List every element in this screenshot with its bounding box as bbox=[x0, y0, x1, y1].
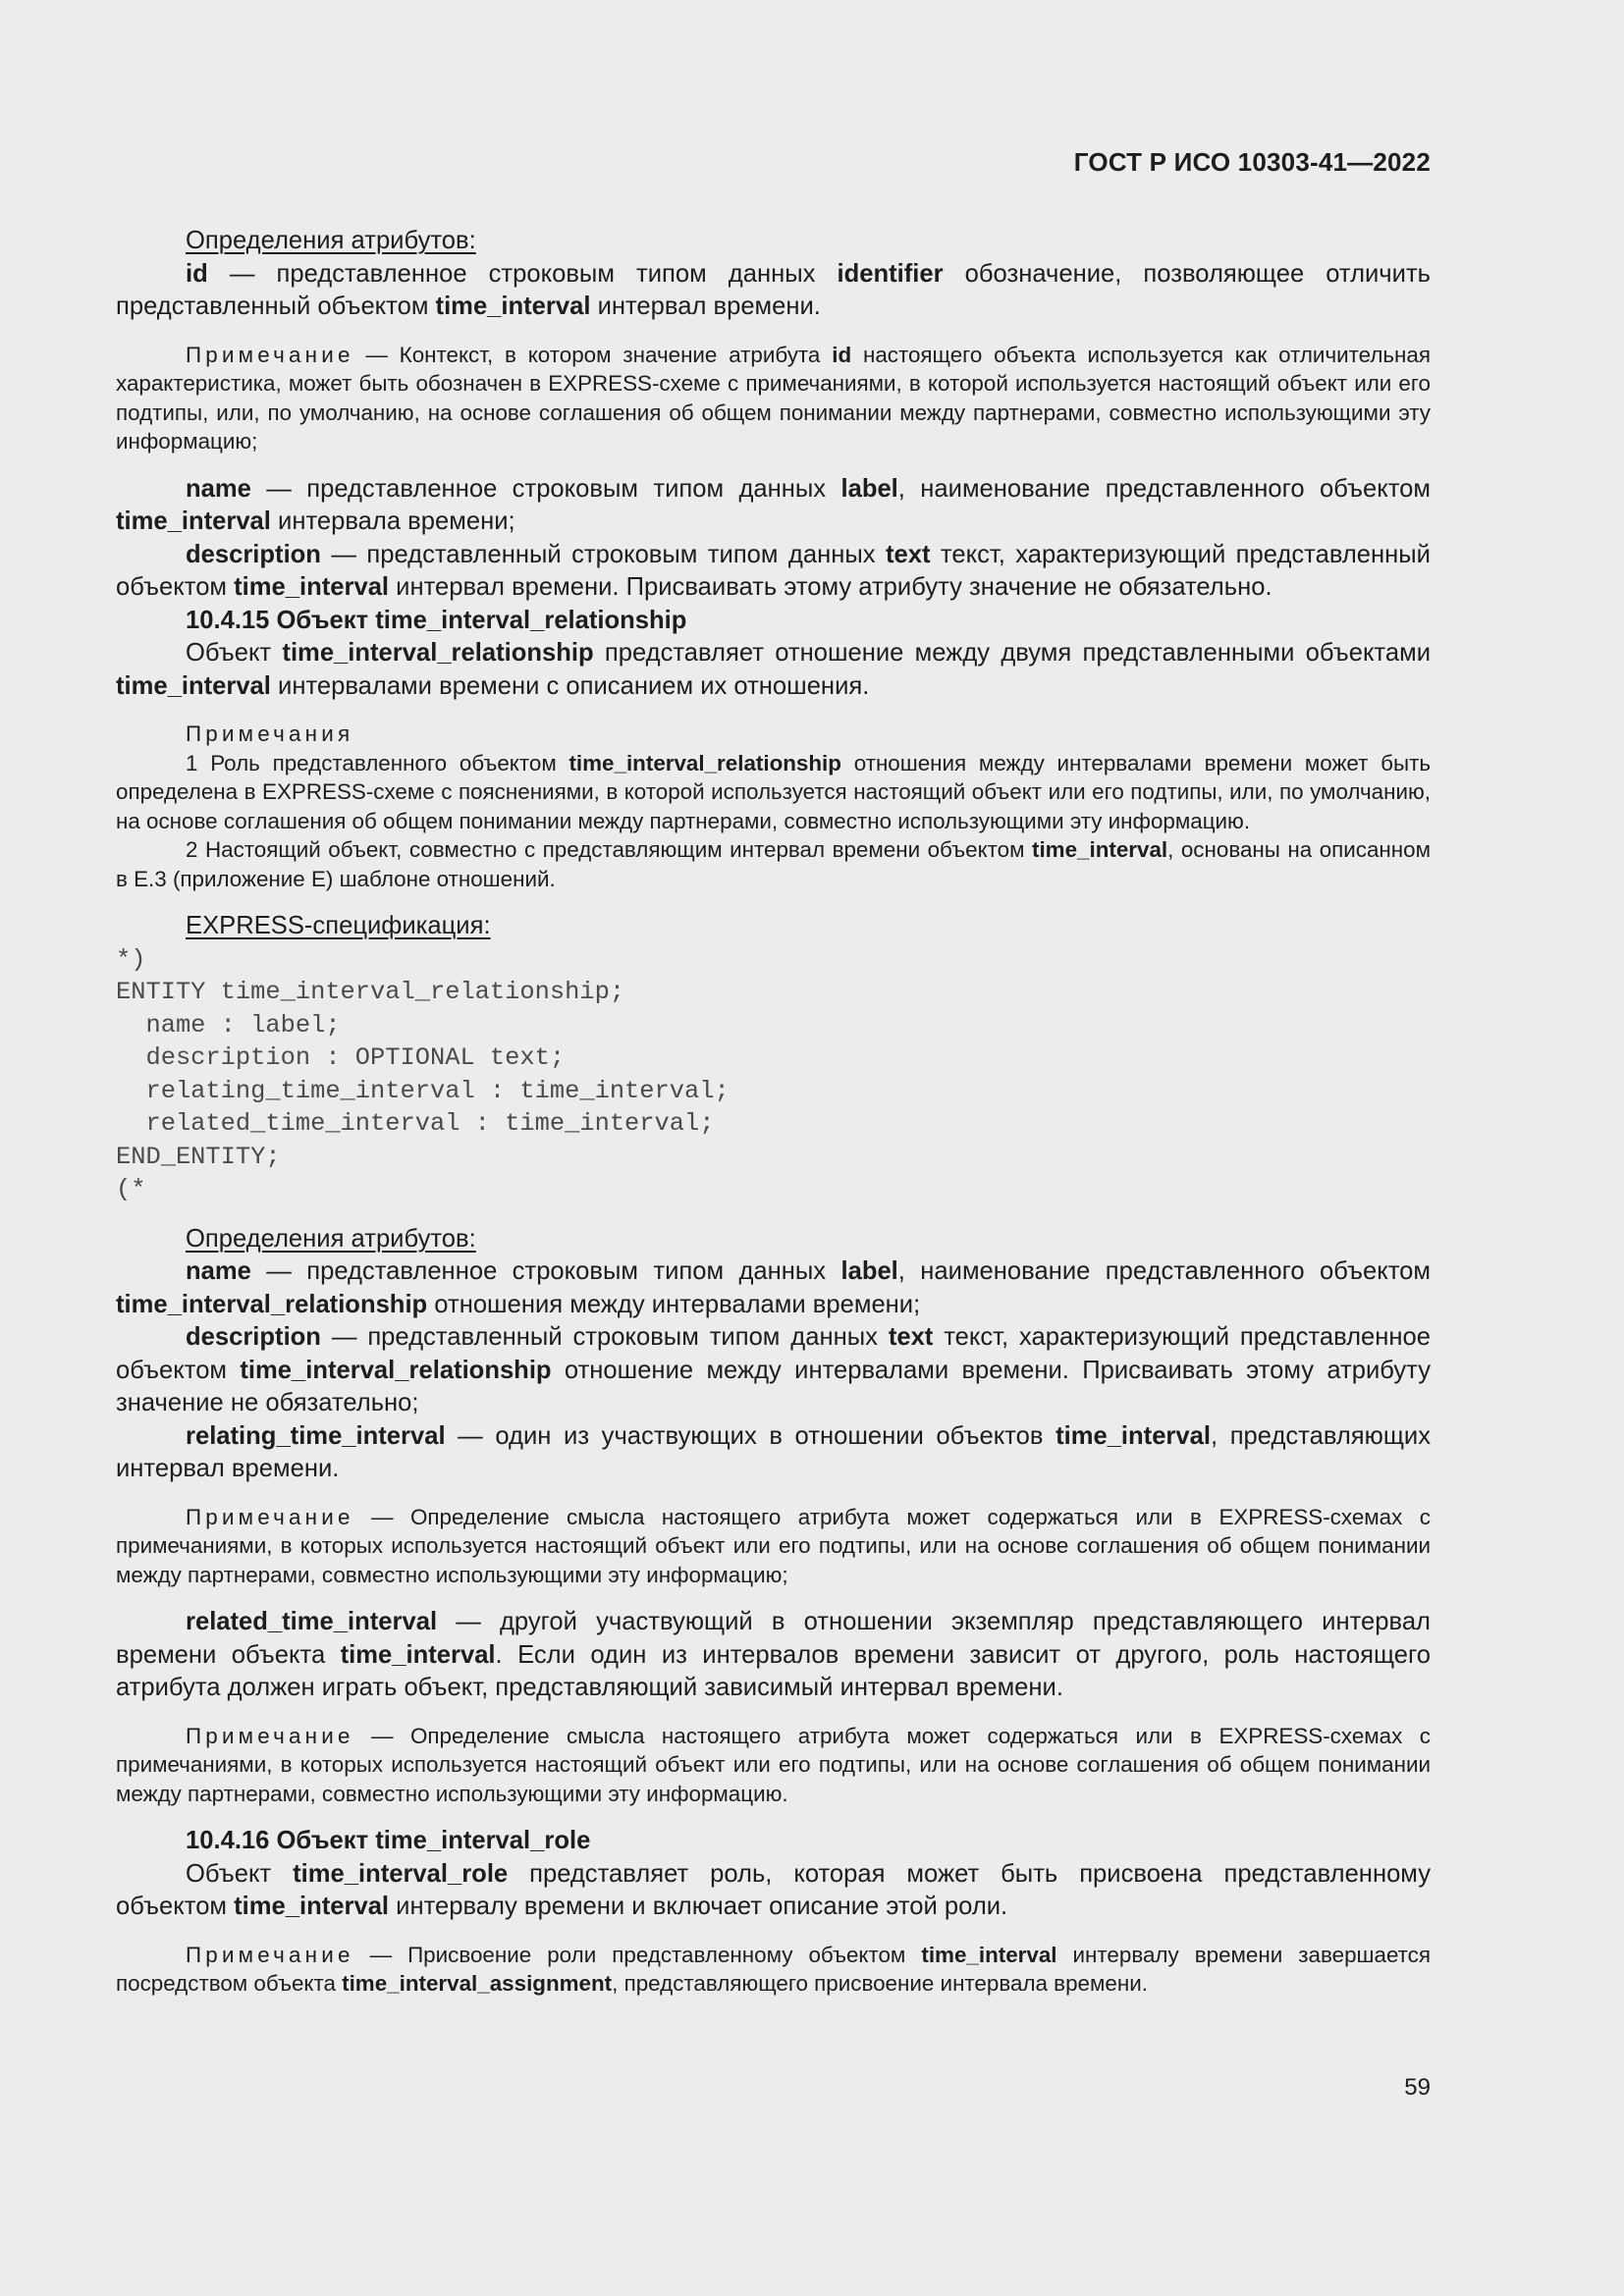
note-relating: Примечание — Определение смысла настоящего атрибута может содержаться или в EXPRESS-схемах с примечаниями, в которых используется настоящий объект или его подтипы, или на основе соглашения об общем понимании между партнерами, совместно использующими эту информацию; bbox=[116, 1504, 1431, 1587]
section-heading-10-4-15: 10.4.15 Объект time_interval_relationship bbox=[186, 606, 687, 634]
section-10-4-15-paragraph: Объект time_interval_relationship представляет отношение между двумя представленными объектами time_interval интервалами времени с описанием их отношения. bbox=[116, 639, 1431, 700]
note-role: Примечание — Присвоение роли представленному объектом time_interval интервалу времени завершается посредством объекта time_interval_assignment, представляющего присвоение интервала времени. bbox=[116, 1942, 1431, 1996]
page-number: 59 bbox=[1404, 2074, 1431, 2101]
attribute-name-definition: name — представленное строковым типом данных label, наименование представленного объектом time_interval интервала времени; bbox=[116, 474, 1431, 535]
note-related: Примечание — Определение смысла настоящего атрибута может содержаться или в EXPRESS-схемах с примечаниями, в которых используется настоящий объект или его подтипы, или на основе соглашения об общем понимании между партнерами, совместно использующими эту информацию. bbox=[116, 1723, 1431, 1806]
page-content bbox=[116, 225, 1431, 1999]
attribute-definitions-heading-2: Определения атрибутов: bbox=[186, 1224, 476, 1253]
attribute-related-time-interval-definition: related_time_interval — другой участвующий в отношении экземпляр представляющего интервал времени объекта time_interval. Если один из интервалов времени зависит от другого, роль настоящего атрибута должен играть объект, представляющий зависимый интервал времени. bbox=[116, 1608, 1431, 1701]
section-10-4-16-paragraph: Объект time_interval_role представляет роль, которая может быть присвоена представленному объектом time_interval интервалу времени и включает описание этой роли. bbox=[116, 1859, 1431, 1920]
attribute-relating-time-interval-definition: relating_time_interval — один из участвующих в отношении объектов time_interval, представляющих интервал времени. bbox=[116, 1421, 1432, 1482]
express-specification-heading: EXPRESS-спецификация: bbox=[186, 912, 491, 939]
notes-label: Примечания bbox=[186, 721, 354, 746]
document-header: ГОСТ Р ИСО 10303-41—2022 bbox=[1073, 147, 1431, 177]
note-1: 1 Роль представленного объектом time_interval_relationship отношения между интервалами времени может быть определена в EXPRESS-схеме с пояснениями, в которой используется настоящий объект или его подтипы, или, по умолчанию, на основе соглашения об общем понимании между партнерами, совместно использующими эту информацию. bbox=[116, 750, 1431, 833]
section-heading-10-4-16: 10.4.16 Объект time_interval_role bbox=[186, 1827, 591, 1854]
attribute-description-definition-2: description — представленный строковым типом данных text текст, характеризующий представленное объектом time_interval_relationship отношение между интервалами времени. Присваивать этому атрибуту значение не обязательно; bbox=[116, 1323, 1431, 1416]
attribute-id-definition: id — представленное строковым типом данных identifier обозначение, позволяющее отличить представленный объектом time_interval интервал времени. bbox=[116, 259, 1431, 320]
note-2: 2 Настоящий объект, совместно с представляющим интервал времени объектом time_interval, основаны на описанном в Е.3 (приложение Е) шаблоне отношений. bbox=[116, 837, 1432, 891]
attribute-description-definition: description — представленный строковым типом данных text текст, характеризующий представленный объектом time_interval интервал времени. Присваивать этому атрибуту значение не обязательно. bbox=[116, 540, 1431, 601]
attribute-definitions-heading: Определения атрибутов: bbox=[186, 227, 476, 254]
attribute-name-definition-2: name — представленное строковым типом данных label, наименование представленного объектом time_interval_relationship отношения между интервалами времени; bbox=[116, 1257, 1431, 1318]
note-id: Примечание — Контекст, в котором значение атрибута id настоящего объекта используется как отличительная характеристика, может быть обозначен в EXPRESS-схеме с примечаниями, в которой используется настоящий объект или его подтипы, или, по умолчанию, на основе соглашения об общем понимании между партнерами, совместно использующими эту информацию; bbox=[116, 342, 1431, 454]
express-code-block: *) ENTITY time_interval_relationship; name : label; description : OPTIONAL text; relating_time_interval : time_interval; related_time_interval : time_interval; END_ENTITY; (* bbox=[116, 944, 730, 1203]
